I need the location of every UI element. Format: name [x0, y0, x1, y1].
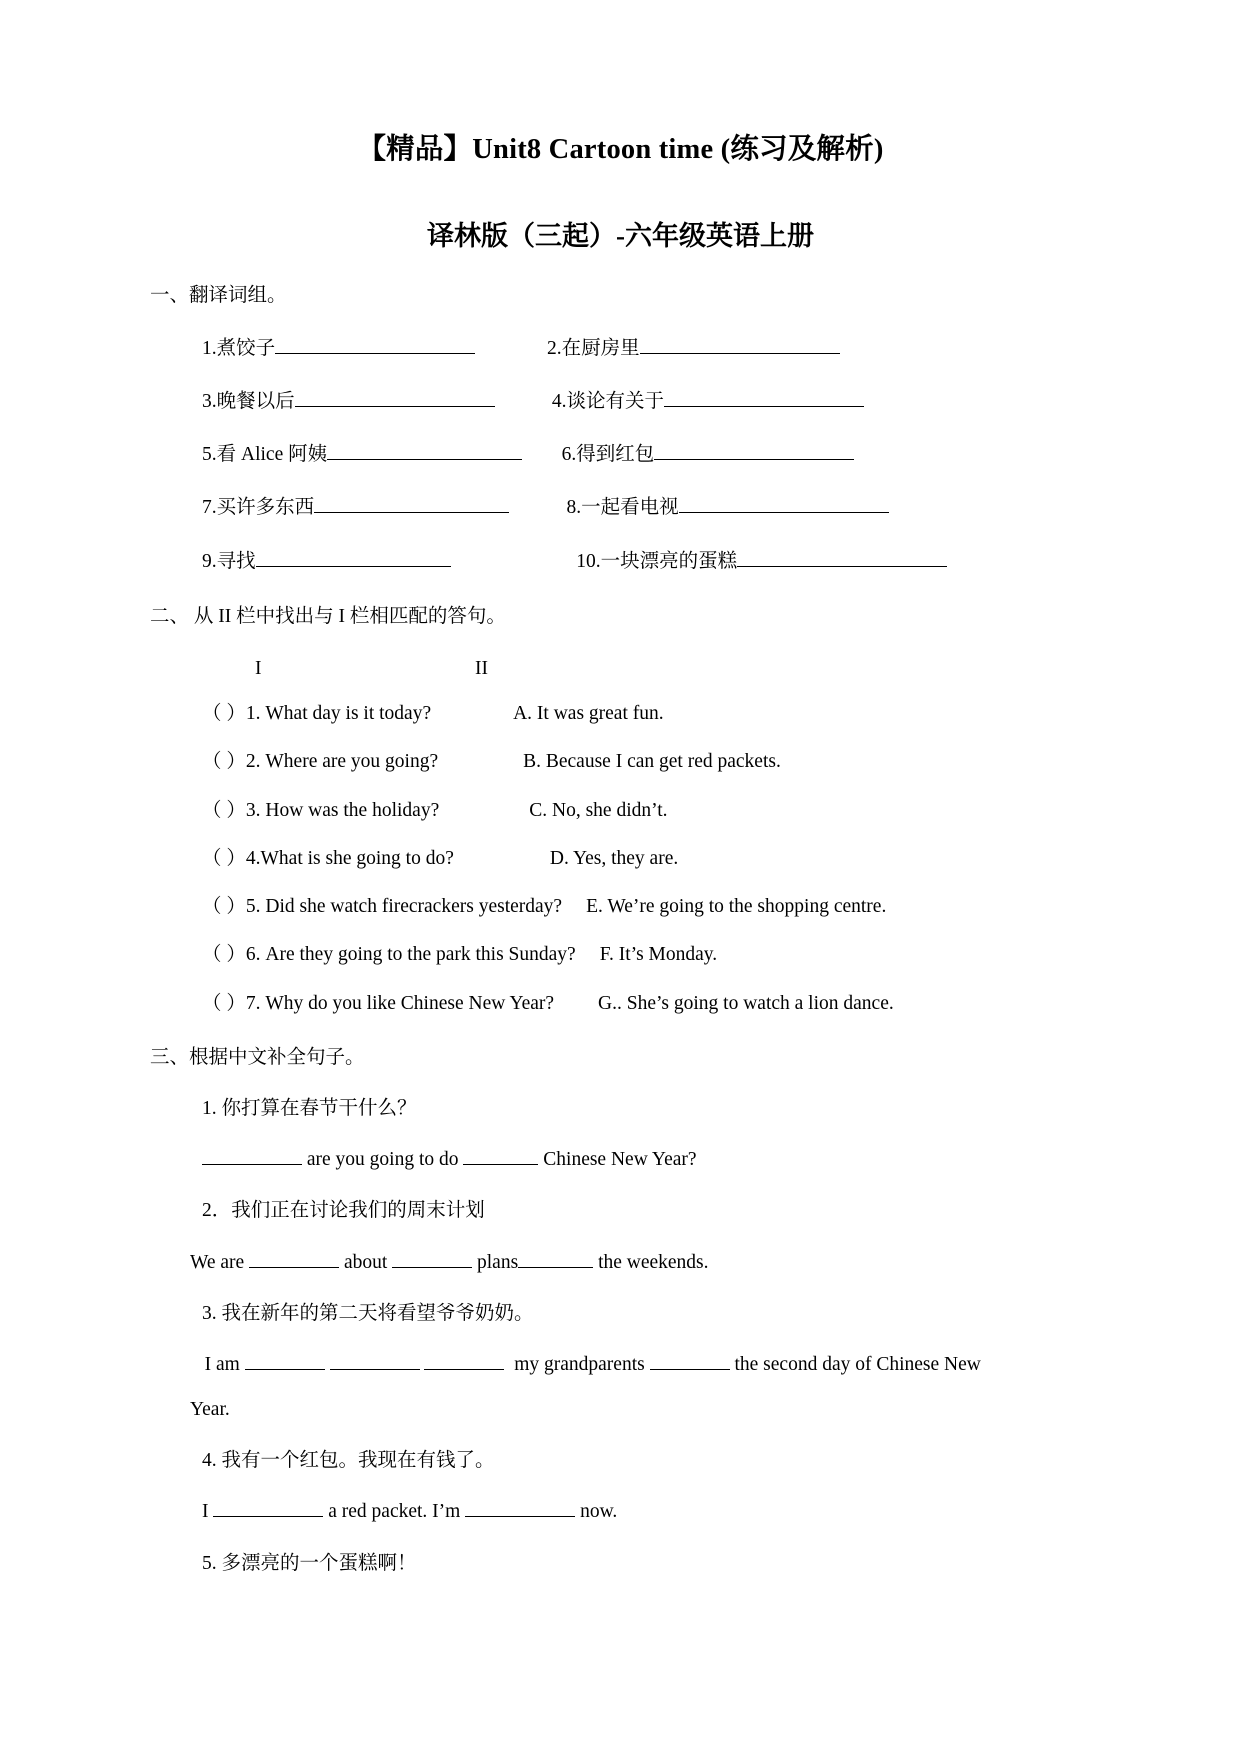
match-left [202, 844, 454, 873]
answer-blank[interactable] [295, 387, 495, 408]
word-item [547, 386, 1091, 417]
match-left-text: 1. What day is it today? [245, 703, 432, 724]
answer-blank[interactable] [654, 440, 854, 461]
match-row [202, 940, 1091, 969]
word-item [547, 333, 1091, 364]
column-header-two: II [475, 658, 488, 679]
match-right [513, 699, 664, 728]
match-right-text: G.. She’s going to watch a lion dance. [598, 992, 894, 1014]
word-pair-row [202, 333, 1091, 364]
section-2-rows [202, 699, 1091, 1018]
word-item-label: 7.买许多东西 [202, 497, 315, 519]
question-en-continued: Year. [190, 1399, 230, 1421]
answer-blank[interactable] [245, 1349, 325, 1370]
match-row [202, 747, 1091, 776]
word-item [547, 546, 1091, 577]
match-left [202, 892, 562, 921]
match-right-text: D. Yes, they are. [549, 847, 679, 869]
en-fragment: I am [204, 1353, 245, 1375]
en-fragment: plans [472, 1251, 519, 1273]
word-item-label: 1.煮饺子 [202, 337, 276, 359]
answer-paren[interactable]: （ ） [202, 703, 246, 724]
match-right-text: F. It’s Monday. [599, 944, 718, 966]
word-item-label: 6.得到红包 [561, 444, 655, 466]
answer-blank[interactable] [679, 493, 889, 514]
match-left [202, 747, 438, 776]
answer-paren[interactable]: （ ） [202, 896, 246, 917]
answer-blank[interactable] [640, 333, 840, 354]
page-title: 【精品】Unit8 Cartoon time (练习及解析) [357, 134, 884, 165]
match-left-text: 4.What is she going to do? [245, 847, 454, 869]
answer-blank[interactable] [275, 333, 475, 354]
match-left [202, 699, 431, 728]
word-item-label: 8.一起看电视 [566, 497, 679, 519]
answer-blank[interactable] [256, 546, 451, 567]
answer-blank[interactable] [392, 1247, 472, 1268]
word-item [202, 333, 547, 364]
answer-blank[interactable] [424, 1349, 504, 1370]
word-item-label: 9.寻找 [202, 550, 256, 572]
match-row [202, 796, 1091, 825]
answer-blank[interactable] [213, 1497, 323, 1518]
match-row [202, 989, 1091, 1018]
answer-paren[interactable]: （ ） [202, 799, 246, 821]
match-right [550, 844, 678, 873]
en-fragment: We are [190, 1251, 250, 1273]
answer-blank[interactable] [249, 1247, 339, 1268]
answer-blank[interactable] [327, 440, 522, 461]
answer-paren[interactable]: （ ） [202, 847, 246, 869]
question-cn: 4. 我有一个红包。我现在有钱了。 [202, 1450, 495, 1472]
match-right-text: B. Because I can get red packets. [523, 751, 781, 773]
question-cn: 5. 多漂亮的一个蛋糕啊！ [202, 1552, 417, 1574]
question-cn: 1. 你打算在春节干什么？ [202, 1097, 417, 1119]
match-left-text: 7. Why do you like Chinese New Year? [245, 992, 555, 1014]
word-item-label: 10.一块漂亮的蛋糕 [576, 550, 738, 572]
match-right [523, 747, 781, 776]
section-1-heading: 一、翻译词组。 [150, 284, 287, 306]
match-row [202, 699, 1091, 728]
answer-blank[interactable] [202, 1145, 302, 1166]
word-item-label: 2.在厨房里 [547, 337, 640, 359]
match-row [202, 844, 1091, 873]
match-left-text: 2. Where are you going? [245, 751, 439, 773]
en-fragment: now. [575, 1501, 618, 1523]
question-en [190, 1247, 1091, 1278]
word-item [202, 546, 547, 577]
en-fragment: a red packet. I’m [323, 1501, 466, 1523]
word-pair-row [202, 546, 1091, 577]
match-right [600, 940, 717, 969]
question-cn: 2．我们正在讨论我们的周末计划 [202, 1200, 485, 1222]
en-fragment: about [339, 1251, 393, 1273]
match-left [202, 989, 554, 1018]
word-item-label: 5.看 Alice 阿姨 [202, 444, 328, 466]
match-right-text: E. We’re going to the shopping centre. [586, 896, 887, 917]
match-left-text: 6. Are they going to the park this Sunday? [245, 944, 576, 966]
match-right [586, 892, 886, 921]
en-fragment: the second day of Chinese New [729, 1353, 981, 1375]
match-right [529, 796, 667, 825]
question-en [202, 1496, 1091, 1527]
question-cn: 3. 我在新年的第二天将看望爷爷奶奶。 [202, 1302, 534, 1324]
word-item [202, 439, 547, 470]
word-item-label: 3.晚餐以后 [202, 391, 295, 413]
word-item [202, 492, 547, 523]
match-left [202, 796, 439, 825]
answer-blank[interactable] [664, 387, 864, 408]
word-item [547, 439, 1091, 470]
en-fragment: my grandparents [509, 1353, 650, 1375]
word-pair-row [202, 386, 1091, 417]
section-3-heading: 三、根据中文补全句子。 [150, 1046, 365, 1068]
en-fragment: Chinese New Year? [538, 1149, 697, 1171]
en-fragment: are you going to do [302, 1149, 464, 1171]
column-header-one: I [255, 658, 262, 679]
question-en [190, 1349, 1090, 1380]
answer-blank[interactable] [463, 1145, 538, 1166]
match-column-headers [255, 658, 1091, 680]
answer-paren[interactable]: （ ） [202, 751, 246, 773]
match-right-text: A. It was great fun. [513, 703, 664, 724]
match-left-text: 3. How was the holiday? [245, 799, 440, 821]
en-fragment: the weekends. [593, 1251, 709, 1273]
word-item [202, 386, 547, 417]
answer-blank[interactable] [465, 1497, 575, 1518]
word-item-label: 4.谈论有关于 [551, 391, 665, 413]
word-pair-row [202, 492, 1091, 523]
match-left [202, 940, 576, 969]
en-fragment: I [202, 1501, 214, 1523]
question-en [202, 1144, 1091, 1175]
section-2-heading: 二、 从 II 栏中找出与 I 栏相匹配的答句。 [150, 605, 506, 627]
answer-blank[interactable] [330, 1349, 420, 1370]
word-pair-row [202, 439, 1091, 470]
answer-paren[interactable]: （ ） [202, 944, 246, 966]
match-row [202, 892, 1091, 921]
answer-paren[interactable]: （ ） [202, 992, 246, 1014]
answer-blank[interactable] [650, 1349, 730, 1370]
match-left-text: 5. Did she watch firecrackers yesterday? [245, 896, 563, 917]
page-subtitle: 译林版（三起）-六年级英语上册 [427, 220, 814, 251]
answer-blank[interactable] [518, 1247, 593, 1268]
answer-blank[interactable] [314, 493, 509, 514]
section-1-items [202, 333, 1091, 577]
match-right-text: C. No, she didn’t. [529, 799, 668, 821]
match-right [598, 989, 894, 1018]
word-item [547, 492, 1091, 523]
answer-blank[interactable] [737, 546, 947, 567]
